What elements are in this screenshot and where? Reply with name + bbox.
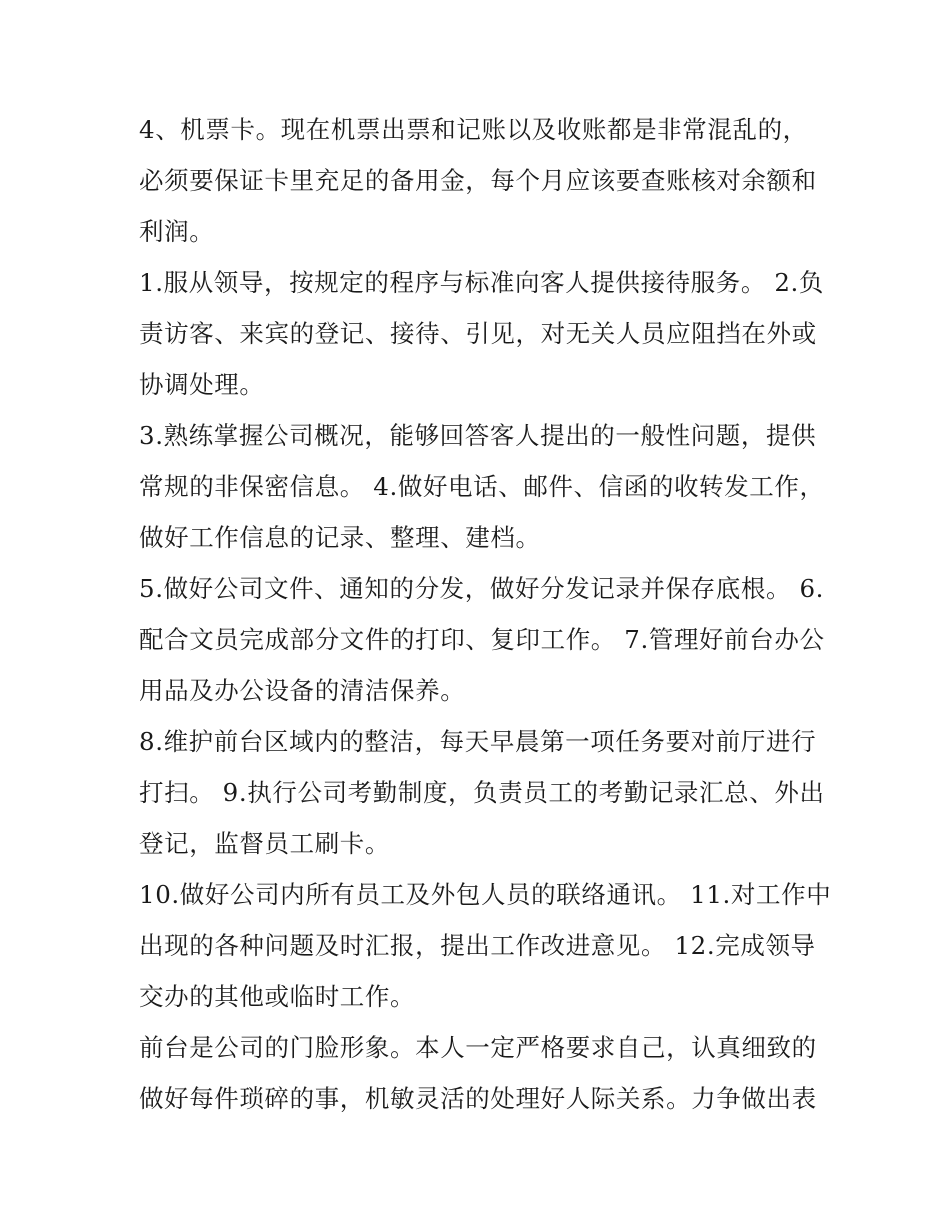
paragraph-duties-3-4	[139, 410, 825, 563]
text-line: 前台是公司的门脸形象。本人一定严格要求自己，认真细致的	[139, 1033, 817, 1062]
paragraph-duties-5-7	[139, 563, 825, 716]
text-line: 5.做好公司文件、通知的分发，做好分发记录并保存底根。 6.	[139, 574, 825, 603]
text-line: 做好工作信息的记录、整理、建档。	[139, 523, 541, 552]
text-line: 交办的其他或临时工作。	[139, 982, 416, 1011]
text-line: 10.做好公司内所有员工及外包人员的联络通讯。 11.对工作中	[139, 880, 832, 909]
text-line: 出现的各种问题及时汇报，提出工作改进意见。 12.完成领导	[139, 931, 816, 960]
text-line: 必须要保证卡里充足的备用金，每个月应该要查账核对余额和	[139, 166, 817, 195]
text-line: 1.服从领导，按规定的程序与标准向客人提供接待服务。 2.负	[139, 268, 825, 297]
text-line: 3.熟练掌握公司概况，能够回答客人提出的一般性问题，提供	[139, 421, 817, 450]
text-line: 利润。	[139, 217, 215, 246]
text-line: 用品及办公设备的清洁保养。	[139, 676, 466, 705]
document-body	[139, 104, 832, 1124]
text-line: 责访客、来宾的登记、接待、引见，对无关人员应阻挡在外或	[139, 319, 817, 348]
text-line: 做好每件琐碎的事，机敏灵活的处理好人际关系。力争做出表	[139, 1084, 817, 1113]
text-line: 配合文员完成部分文件的打印、复印工作。 7.管理好前台办公	[139, 625, 825, 654]
text-line: 4、机票卡。现在机票出票和记账以及收账都是非常混乱的，	[139, 115, 808, 144]
paragraph-duties-8-9	[139, 716, 825, 869]
text-line: 打扫。 9.执行公司考勤制度，负责员工的考勤记录汇总、外出	[139, 778, 825, 807]
paragraph-air-ticket-card	[139, 104, 819, 257]
paragraph-front-desk-image	[139, 1022, 819, 1124]
text-line: 8.维护前台区域内的整洁，每天早晨第一项任务要对前厅进行	[139, 727, 817, 756]
text-line: 协调处理。	[139, 370, 265, 399]
paragraph-duties-10-12	[139, 869, 832, 1022]
text-line: 登记，监督员工刷卡。	[139, 829, 390, 858]
text-line: 常规的非保密信息。 4.做好电话、邮件、信函的收转发工作，	[139, 472, 825, 501]
paragraph-duties-1-2	[139, 257, 825, 410]
